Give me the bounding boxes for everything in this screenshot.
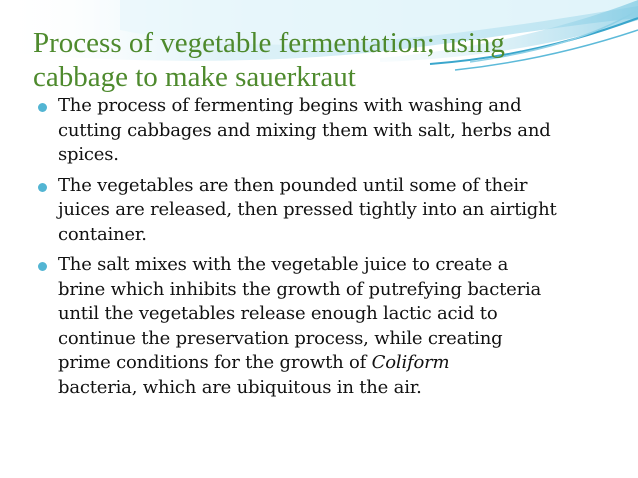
bullet-line: cutting cabbages and mixing them with salt, herbs and: [58, 119, 551, 141]
bullet-item: [36, 174, 616, 248]
bullet-line: spices.: [58, 144, 119, 165]
bullet-line: continue the preservation process, while creating: [58, 327, 503, 349]
bullet-line: The salt mixes with the vegetable juice to create a: [58, 254, 509, 275]
bullet-item: [36, 94, 616, 168]
bullet-item: [36, 253, 616, 400]
slide-title: [33, 26, 593, 94]
bullet-dot-icon: [38, 103, 47, 112]
bullet-line-with-italic: [58, 351, 616, 376]
bullet-line: until the vegetables release enough lactic acid to: [58, 303, 498, 324]
bullet-line: juices are released, then pressed tightly into an airtight: [58, 199, 557, 220]
bullet-line: bacteria, which are ubiquitous in the air.: [58, 376, 422, 398]
bullet-line: The process of fermenting begins with washing and: [58, 95, 522, 116]
slide-title-line: Process of vegetable fermentation; using: [33, 27, 505, 59]
italic-term: Coliform: [371, 352, 450, 373]
bullet-text: prime conditions for the growth of: [58, 352, 372, 373]
bullet-dot-icon: [38, 183, 47, 192]
slide-title-line: cabbage to make sauerkraut: [33, 61, 356, 93]
bullet-line: container.: [58, 223, 147, 245]
bullet-dot-icon: [38, 262, 47, 271]
bullet-line: The vegetables are then pounded until some of their: [58, 174, 528, 196]
bullet-list: [36, 94, 616, 406]
bullet-line: brine which inhibits the growth of putrefying bacteria: [58, 278, 542, 300]
